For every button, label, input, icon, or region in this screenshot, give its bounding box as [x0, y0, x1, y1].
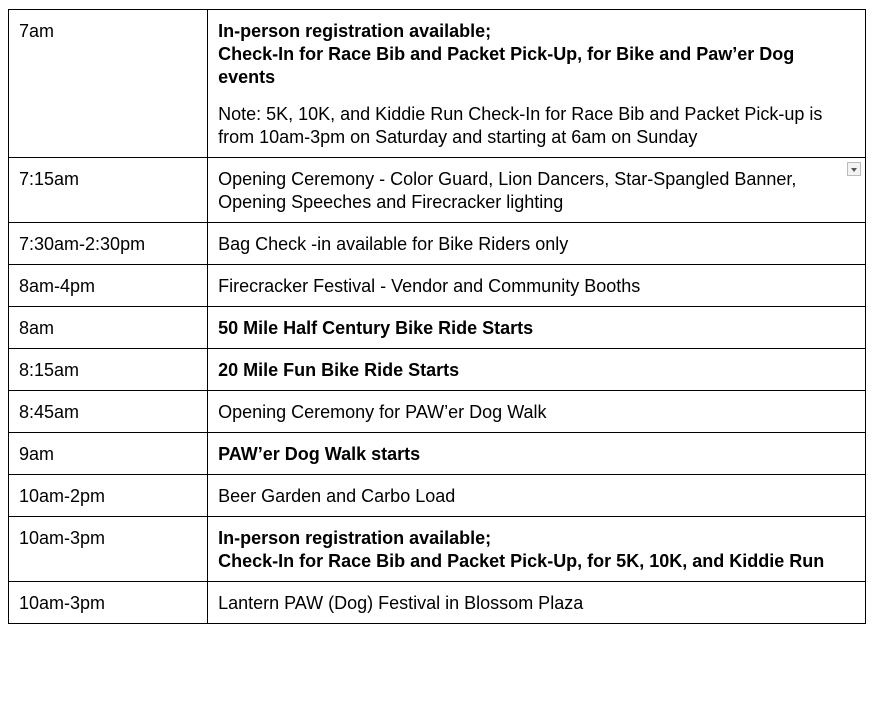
event-cell: 50 Mile Half Century Bike Ride Starts — [208, 307, 866, 349]
event-cell: Firecracker Festival - Vendor and Community Booths — [208, 265, 866, 307]
time-cell: 8am — [9, 307, 208, 349]
time-cell: 10am-3pm — [9, 517, 208, 582]
time-cell: 8:15am — [9, 349, 208, 391]
dropdown-arrow-icon[interactable] — [847, 162, 861, 176]
time-cell: 7am — [9, 10, 208, 158]
time-cell: 8am-4pm — [9, 265, 208, 307]
time-cell: 10am-3pm — [9, 582, 208, 624]
table-row — [9, 158, 866, 223]
time-cell: 8:45am — [9, 391, 208, 433]
event-cell: Bag Check -in available for Bike Riders only — [208, 223, 866, 265]
event-cell — [208, 158, 866, 223]
table-row — [9, 582, 866, 624]
table-row — [9, 265, 866, 307]
time-cell: 7:15am — [9, 158, 208, 223]
time-cell: 9am — [9, 433, 208, 475]
event-cell — [208, 517, 866, 582]
table-row — [9, 517, 866, 582]
table-row — [9, 433, 866, 475]
event-line: In-person registration available; — [218, 21, 492, 41]
table-row — [9, 391, 866, 433]
event-line: Check-In for Race Bib and Packet Pick-Up, for 5K, 10K, and Kiddie Run — [218, 551, 825, 571]
event-line: In-person registration available; — [218, 528, 492, 548]
table-row — [9, 10, 866, 158]
event-cell: Opening Ceremony for PAW’er Dog Walk — [208, 391, 866, 433]
event-cell — [208, 10, 866, 158]
table-row — [9, 475, 866, 517]
time-cell: 10am-2pm — [9, 475, 208, 517]
time-cell: 7:30am-2:30pm — [9, 223, 208, 265]
event-text: Opening Ceremony - Color Guard, Lion Dancers, Star-Spangled Banner, Opening Speeches and Firecracker lighting — [218, 169, 797, 212]
table-row — [9, 223, 866, 265]
table-row — [9, 349, 866, 391]
event-line: Check-In for Race Bib and Packet Pick-Up, for Bike and Paw’er Dog events — [218, 44, 795, 87]
schedule-table — [8, 9, 866, 624]
event-cell: Beer Garden and Carbo Load — [208, 475, 866, 517]
event-note: Note: 5K, 10K, and Kiddie Run Check-In for Race Bib and Packet Pick-up is from 10am-3pm on Saturday and starting at 6am on Sunday — [218, 104, 823, 147]
event-cell: PAW’er Dog Walk starts — [208, 433, 866, 475]
event-cell: 20 Mile Fun Bike Ride Starts — [208, 349, 866, 391]
event-cell: Lantern PAW (Dog) Festival in Blossom Plaza — [208, 582, 866, 624]
table-row — [9, 307, 866, 349]
